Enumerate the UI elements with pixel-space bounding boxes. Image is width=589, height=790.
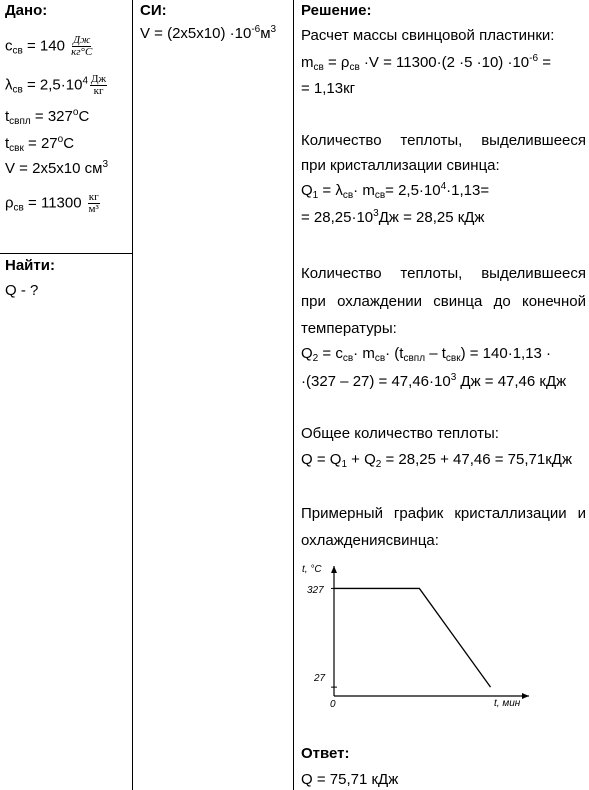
given-melting-temp: $t_{свпл} = 327^oC$ — [5, 107, 90, 127]
given-heading: Дано: — [5, 2, 48, 19]
given-specific-heat: $c_{св} = 140$ $\frac{Дж}{кг^\circ C}$ — [5, 34, 93, 58]
solution-q2-text-1: Количество теплоты, выделившееся — [301, 265, 586, 282]
given-latent-heat: $\lambda_{св} = 2,5\cdot 10^4$ $\frac{Дж}{кг}$ — [5, 73, 107, 97]
solution-total-formula: $Q = Q_1 + Q_2 = 28,25 + 47,46 = 75,71кДж$ — [301, 451, 572, 470]
chart-ylabel: t, °C — [302, 564, 322, 575]
solution-mass-result: = 1,13кг — [301, 80, 356, 97]
solution-heading: Решение: — [301, 2, 372, 19]
solution-q2-text-3: температуры: — [301, 320, 397, 337]
solution-q1-result: = $28,25\cdot 10^3Дж = 28,25$ кДж — [301, 208, 485, 226]
chart-xlabel: t, мин — [494, 698, 521, 709]
column-divider-2 — [293, 0, 294, 790]
si-volume: $V = (2x5x10) \cdot 10^{-6}м^3$ — [140, 24, 277, 42]
column-divider-1 — [132, 0, 133, 790]
answer-heading: Ответ: — [301, 745, 350, 762]
cooling-chart — [298, 558, 558, 718]
answer-text: Q = 75,71 кДж — [301, 771, 399, 788]
chart-ytick-27: 27 — [314, 673, 326, 684]
given-find-divider — [0, 253, 133, 254]
solution-mass-formula: $m_{св} = \rho_{св} \cdot V = 11300\cdot(2 \cdot 5 \cdot 10) \cdot 10^{-6}$ = — [301, 53, 551, 73]
find-heading: Найти: — [5, 257, 55, 274]
chart-ytick-327: 327 — [307, 585, 324, 596]
solution-graph-title-1: Примерный график кристаллизации и — [301, 505, 586, 522]
solution-q2-formula: $Q_2 = c_{св}\cdot m_{св}\cdot (t_{свпл} - t_{свк}) = 140\cdot 1,13$ · — [301, 345, 552, 364]
solution-q1-text-1: Количество теплоты, выделившееся — [301, 132, 586, 149]
chart-series-line-0 — [334, 588, 491, 687]
solution-total-title: Общее количество теплоты: — [301, 425, 499, 442]
given-final-temp: $t_{свк} = 27^oC$ — [5, 134, 75, 154]
chart-x-arrow — [522, 693, 529, 699]
chart-origin-label: 0 — [330, 699, 336, 710]
given-volume: V = 2x5x10 $см^3$ — [5, 159, 109, 177]
solution-mass-title: Расчет массы свинцовой пластинки: — [301, 27, 555, 44]
solution-q2-text-2: при охлаждении свинца до конечной — [301, 293, 586, 310]
find-text: Q - ? — [5, 282, 39, 299]
chart-y-arrow — [331, 566, 337, 573]
solution-q1-formula: $Q_1 = \lambda_{св}\cdot m_{св}= 2,5\cdot 10^4\cdot 1,13=$ — [301, 181, 490, 201]
solution-q2-result: $\cdot(327 - 27) = 47,46\cdot 10^3$ Дж = 47,46 кДж — [301, 372, 567, 390]
solution-q1-text-2: при кристаллизации свинца: — [301, 157, 500, 174]
solution-graph-title-2: охлаждениясвинца: — [301, 532, 439, 549]
si-heading: СИ: — [140, 2, 167, 19]
given-density: $\rho_{св} = 11300$ $\frac{кг}{\text{м³}}$ — [5, 191, 99, 215]
